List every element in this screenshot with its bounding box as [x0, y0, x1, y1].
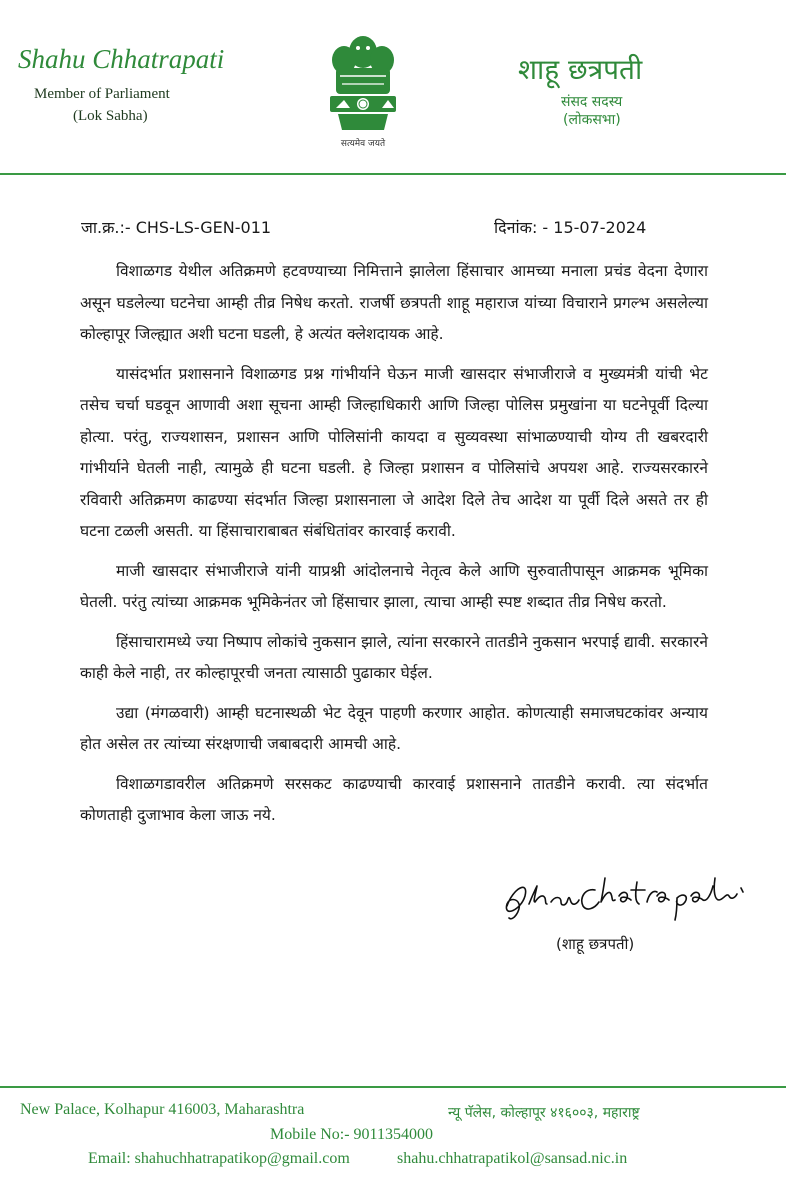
designation-marathi: संसद सदस्य	[561, 94, 623, 110]
member-name-english: Shahu Chhatrapati	[18, 44, 225, 74]
address-marathi: न्यू पॅलेस, कोल्हापूर ४१६००३, महाराष्ट्र	[448, 1105, 640, 1121]
reference-number: जा.क्र.:- CHS-LS-GEN-011	[81, 218, 272, 237]
body-paragraph-5: उद्या (मंगळवारी) आम्ही घटनास्थळी भेट देवून पाहणी करणार आहोत. कोणत्याही समाजघटकांवर अन्याय होत असेल तर त्यांच्या संरक्षणाची जबाबदारी आमची आहे.	[80, 703, 708, 753]
email-secondary[interactable]: shahu.chhatrapatikol@sansad.nic.in	[397, 1150, 628, 1167]
email-primary[interactable]: Email: shahuchhatrapatikop@gmail.com	[88, 1150, 350, 1167]
body-paragraph-1: विशाळगड येथील अतिक्रमणे हटवण्याच्या निमित्ताने झालेला हिंसाचार आमच्या मनाला प्रचंड वेदना देणारा असून घडलेल्या घटनेचा आम्ही तीव्र निषेध करतो. राजर्षी छत्रपती शाहू महाराज यांच्या विचाराने प्रगल्भ असलेल्या कोल्हापूर जिल्ह्यात अशी घटना घडली, हे अत्यंत क्लेशदायक आहे.	[80, 262, 708, 343]
mobile-number: Mobile No:- 9011354000	[270, 1126, 433, 1143]
house-english: (Lok Sabha)	[73, 108, 148, 124]
address-english: New Palace, Kolhapur 416003, Maharashtra	[20, 1101, 305, 1118]
letter-body	[80, 256, 708, 832]
handwritten-signature	[495, 848, 765, 928]
body-paragraph-6: विशाळगडावरील अतिक्रमणे सरसकट काढण्याची कारवाई प्रशासनाने तातडीने करावी. त्या संदर्भात कोणताही दुजाभाव केला जाऊ नये.	[80, 774, 708, 824]
header-divider	[0, 173, 786, 175]
footer-divider	[0, 1086, 786, 1088]
member-name-marathi: शाहू छत्रपती	[518, 53, 643, 86]
body-paragraph-2: यासंदर्भात प्रशासनाने विशाळगड प्रश्न गांभीर्याने घेऊन माजी खासदार संभाजीराजे व मुख्यमंत्री यांची भेट तसेच चर्चा घडवून आणावी अशा सूचना आम्ही जिल्हाधिकारी आणि जिल्हा पोलिस प्रमुखांना या घटनेपूर्वी दिल्या होत्या. परंतु, राज्यशासन, प्रशासन आणि पोलिसांनी कायदा व सुव्यवस्था सांभाळण्याची योग्य ती खबरदारी गांभीर्याने घेतली नाही, त्यामुळे ही घटना घडली. हे जिल्हा प्रशासन व पोलिसांचे अपयश आहे. राज्यसरकारने रविवारी अतिक्रमण काढण्या संदर्भात जिल्हा प्रशासनाला जे आदेश दिले तेच आदेश या पूर्वी दिले असते तर ही घटना टळली असती. या हिंसाचाराबाबत संबंधितांवर कारवाई करावी.	[80, 364, 708, 540]
designation-english: Member of Parliament	[34, 86, 170, 102]
house-marathi: (लोकसभा)	[563, 112, 621, 128]
body-paragraph-4: हिंसाचारामध्ये ज्या निष्पाप लोकांचे नुकसान झाले, त्यांना सरकारने तातडीने नुकसान भरपाई द्यावी. सरकारने काही केले नाही, तर कोल्हापूरची जनता त्यासाठी पुढाकार घेईल.	[80, 632, 708, 682]
national-emblem	[320, 30, 406, 150]
signatory-name: (शाहू छत्रपती)	[556, 935, 635, 953]
letter-date: दिनांक: - 15-07-2024	[494, 218, 647, 237]
lion-capital-icon	[320, 30, 406, 134]
body-paragraph-3: माजी खासदार संभाजीराजे यांनी याप्रश्नी आंदोलनाचे नेतृत्व केले आणि सुरुवातीपासून आक्रमक भूमिका घेतली. परंतु त्यांच्या आक्रमक भूमिकेनंतर जो हिंसाचार झाला, त्याचा आम्ही स्पष्ट शब्दात तीव्र निषेध करतो.	[80, 561, 708, 611]
emblem-motto: सत्यमेव जयते	[340, 139, 386, 149]
